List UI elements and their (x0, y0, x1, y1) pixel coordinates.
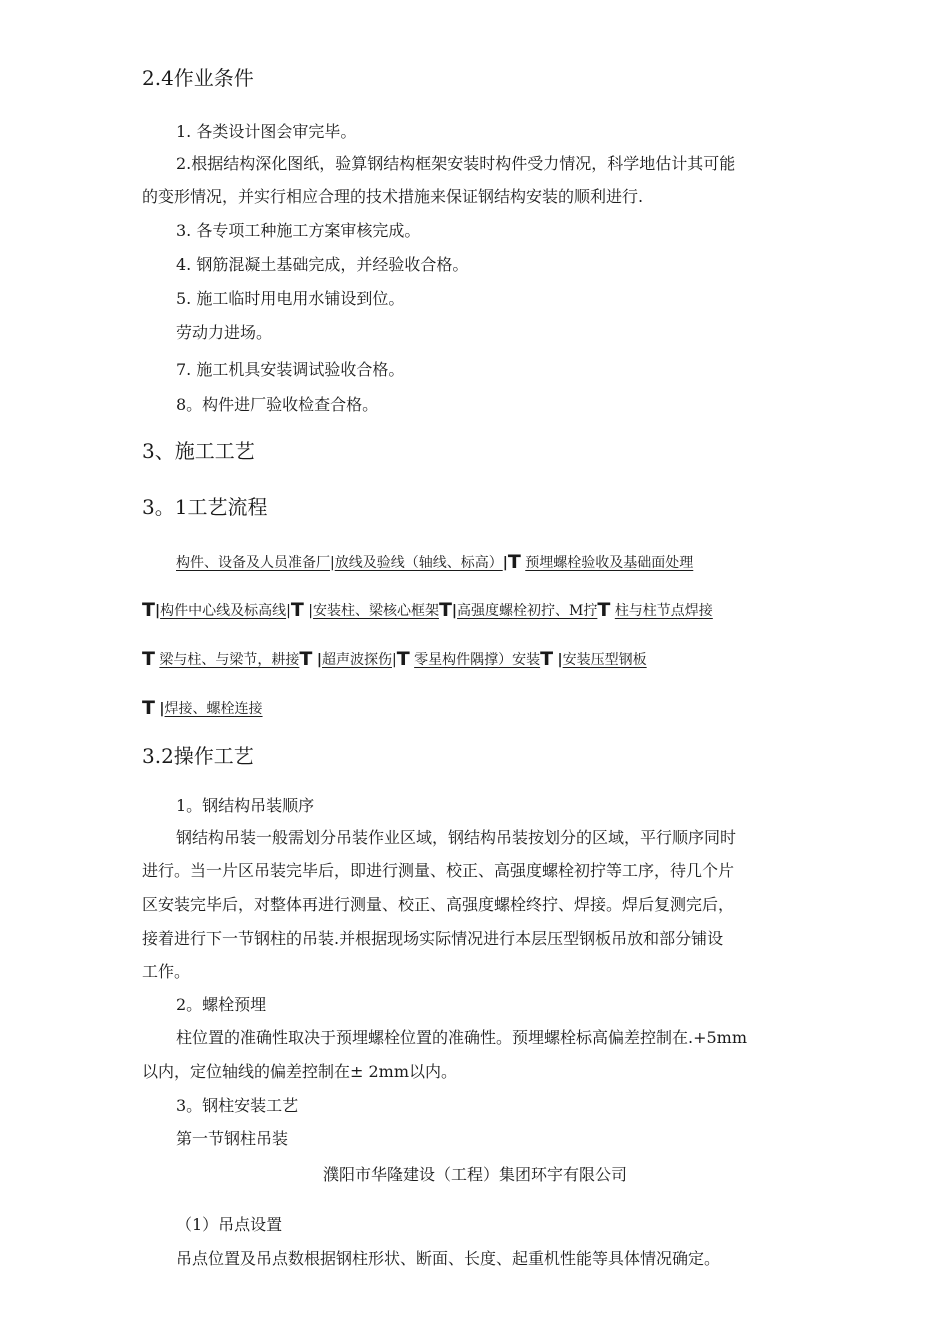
page-footer-company: 濮阳市华隆建设（工程）集团环宇有限公司 (322, 1165, 627, 1184)
flow-step: 零星构件隅撑）安装 (414, 652, 541, 668)
flow-arrow-icon: T (597, 599, 611, 621)
flow-step: 构件、设备及人员准备厂 (176, 555, 330, 571)
flow-step: 放线及验线（轴线、标高） (334, 555, 503, 571)
section-title-3-2: 3.2操作工艺 (142, 744, 254, 768)
flow-line-3: T 梁与柱、与梁节，耕接T |超声波探伤|T 零星构件隅撑）安装T |安装压型钢板 (142, 648, 647, 670)
flow-line-1: 构件、设备及人员准备厂|放线及验线（轴线、标高）|T 预埋螺栓验收及基础面处理 (176, 551, 694, 573)
condition-item-1: 1. 各类设计图会审完毕。 (176, 122, 357, 141)
flow-arrow-icon: T (396, 648, 410, 670)
flow-arrow-icon: T (299, 648, 313, 670)
flow-arrow-icon: T (507, 551, 521, 573)
flow-step: 安装柱、梁核心框架 (312, 603, 439, 619)
condition-item-6: 劳动力进场。 (176, 323, 273, 342)
flow-step: 焊接、螺栓连接 (164, 701, 263, 717)
flow-step: 构件中心线及标高线 (160, 603, 287, 619)
flow-step: 超声波探伤 (321, 652, 392, 668)
paragraph-line: 柱位置的准确性取决于预埋螺栓位置的准确性。预埋螺栓标高偏差控制在.+5mm (176, 1028, 748, 1047)
subsection-title-1: 1。钢结构吊装顺序 (176, 796, 315, 815)
condition-item-5: 5. 施工临时用电用水铺设到位。 (176, 289, 405, 308)
flow-step: 预埋螺栓验收及基础面处理 (525, 555, 694, 571)
flow-arrow-icon: T (290, 599, 304, 621)
flow-arrow-icon: T (438, 599, 452, 621)
subsection-title-3: 3。钢柱安装工艺 (176, 1096, 299, 1115)
paragraph-line: 以内，定位轴线的偏差控制在± 2mm以内。 (142, 1062, 458, 1081)
paragraph-line: 工作。 (142, 962, 191, 981)
paragraph-line: 区安装完毕后，对整体再进行测量、校正、高强度螺栓终拧、焊接。焊后复测完后， (142, 895, 735, 914)
condition-item-8: 8。构件进厂验收检查合格。 (176, 395, 379, 414)
flow-arrow-icon: T (142, 648, 155, 670)
paragraph-line: 吊点位置及吊点数根据钢柱形状、断面、长度、起重机性能等具体情况确定。 (176, 1249, 721, 1268)
flow-arrow-icon: T (540, 648, 554, 670)
flow-step: 安装压型钢板 (562, 652, 647, 668)
flow-line-2: T|构件中心线及标高线|T |安装柱、梁核心框架T|高强度螺栓初拧、M拧T 柱与柱节点焊接 (142, 599, 713, 621)
paragraph-line: 接着进行下一节钢柱的吊装.并根据现场实际情况进行本层压型钢板吊放和部分铺设 (142, 929, 724, 948)
flow-line-4: T |焊接、螺栓连接 (142, 697, 263, 719)
subsection-title-2: 2。螺栓预埋 (176, 995, 267, 1014)
section-title-2-4: 2.4作业条件 (142, 66, 254, 90)
subsection-lift-point: （1）吊点设置 (176, 1215, 283, 1234)
flow-step: 柱与柱节点焊接 (614, 603, 713, 619)
condition-item-2-cont: 的变形情况，并实行相应合理的技术措施来保证钢结构安装的顺利进行. (142, 187, 644, 206)
condition-item-3: 3. 各专项工种施工方案审核完成。 (176, 221, 421, 240)
condition-item-7: 7. 施工机具安装调试验收合格。 (176, 360, 405, 379)
section-title-3: 3、施工工艺 (142, 439, 255, 463)
section-title-3-1: 3。1工艺流程 (142, 495, 268, 519)
flow-arrow-icon: T (142, 697, 155, 719)
paragraph-line: 进行。当一片区吊装完毕后，即进行测量、校正、高强度螺栓初拧等工序，待几个片 (142, 861, 735, 880)
flow-step: 高强度螺栓初拧、M拧 (457, 603, 598, 619)
paragraph-line: 钢结构吊装一般需划分吊装作业区域，钢结构吊装按划分的区域，平行顺序同时 (176, 828, 737, 847)
flow-step: 梁与柱、与梁节，耕接 (159, 652, 300, 668)
condition-item-4: 4. 钢筋混凝土基础完成，并经验收合格。 (176, 255, 469, 274)
first-column-lift: 第一节钢柱吊装 (176, 1129, 289, 1148)
condition-item-2: 2.根据结构深化图纸，验算钢结构框架安装时构件受力情况，科学地估计其可能 (176, 154, 736, 173)
flow-arrow-icon: T (142, 599, 155, 621)
